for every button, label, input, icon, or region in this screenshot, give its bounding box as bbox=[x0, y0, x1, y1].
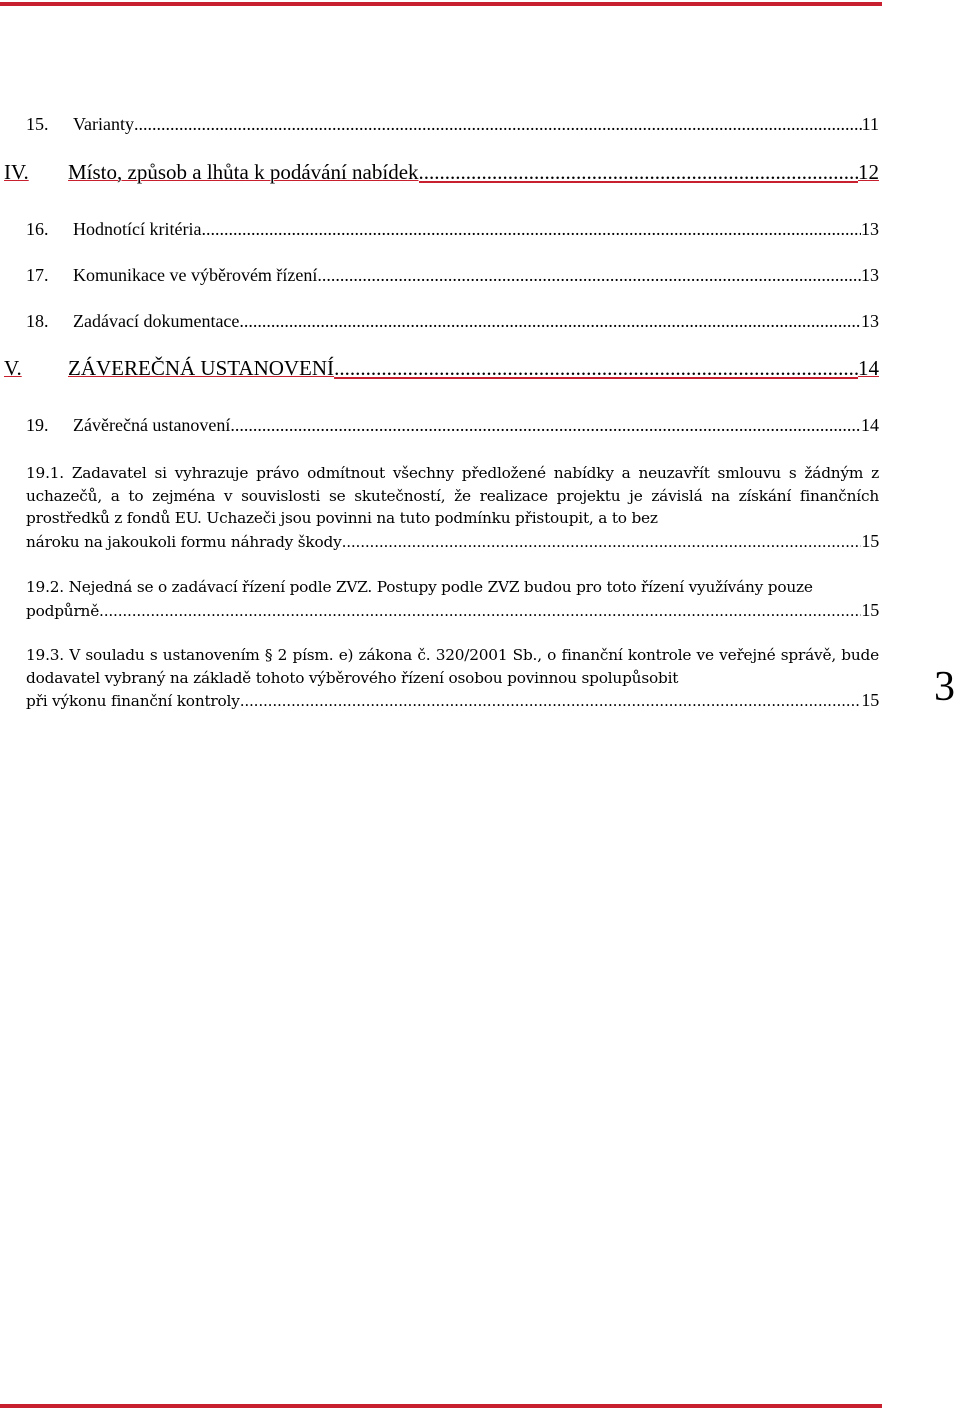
toc-entry-page: 15 bbox=[861, 599, 879, 620]
toc-entry[interactable] bbox=[26, 265, 879, 286]
toc-entry-page: 13 bbox=[861, 219, 879, 239]
page-number: 3 bbox=[934, 664, 955, 710]
toc-leader bbox=[334, 356, 858, 381]
paragraph-text: 19.2. Nejedná se o zadávací řízení podle ZVZ. Postupy podle ZVZ budou pro toto řízení využívány pouze bbox=[26, 578, 813, 596]
toc-entry-page: 15 bbox=[861, 530, 879, 551]
toc-entry-page: 13 bbox=[861, 265, 879, 285]
toc-entry-title: Hodnotící kritéria bbox=[73, 219, 202, 239]
toc-leader bbox=[239, 311, 861, 332]
toc-leader bbox=[240, 690, 862, 713]
toc-leader bbox=[317, 265, 861, 286]
toc-leader bbox=[104, 600, 862, 623]
toc-entry-title: Varianty bbox=[73, 114, 134, 134]
toc-entry[interactable] bbox=[26, 311, 879, 332]
toc-leader bbox=[201, 219, 861, 240]
toc-entry-number: 17. bbox=[26, 265, 49, 285]
toc-entry-number: 15. bbox=[26, 114, 49, 134]
toc-entry-title: ZÁVEREČNÁ USTANOVENÍ bbox=[68, 356, 335, 380]
toc-section-entry[interactable] bbox=[4, 160, 879, 185]
toc-section-entry[interactable] bbox=[4, 356, 879, 381]
top-accent-rule bbox=[0, 2, 882, 6]
toc-entry-page: 11 bbox=[861, 114, 879, 134]
toc-entry[interactable] bbox=[26, 219, 879, 240]
toc-entry-number: IV. bbox=[4, 160, 29, 184]
toc-leader bbox=[419, 160, 858, 185]
toc-paragraph-entry[interactable] bbox=[26, 576, 879, 622]
paragraph-last-line: podpůrně. bbox=[26, 601, 104, 620]
bottom-accent-rule bbox=[0, 1404, 882, 1408]
toc-paragraph-entry[interactable] bbox=[26, 462, 879, 553]
toc-entry-number: 19. bbox=[26, 415, 49, 435]
toc-entry-number: 16. bbox=[26, 219, 49, 239]
toc-entry-page: 12 bbox=[858, 160, 879, 184]
toc-entry[interactable] bbox=[26, 415, 879, 436]
toc-entry-title: Místo, způsob a lhůta k podávání nabídek bbox=[68, 160, 419, 184]
paragraph-text: 19.3. V souladu s ustanovením § 2 písm. e) zákona č. 320/2001 Sb., o finanční kontrole ve veřejné správě, bude dodavatel vybraný na základě tohoto výběrového řízení osobou povinnou spolupůsobit bbox=[26, 646, 879, 687]
toc-entry-title: Komunikace ve výběrovém řízení bbox=[73, 265, 318, 285]
toc-entry-title: Zadávací dokumentace bbox=[73, 311, 240, 331]
paragraph-last-line: při výkonu finanční kontroly bbox=[26, 692, 240, 710]
toc-paragraph-entry[interactable] bbox=[26, 644, 879, 713]
toc-leader bbox=[230, 415, 861, 436]
toc-entry-number: V. bbox=[4, 356, 22, 380]
paragraph-last-line: nároku na jakoukoli formu náhrady škody bbox=[26, 532, 342, 551]
toc-entry-page: 14 bbox=[858, 356, 879, 380]
toc-leader bbox=[342, 531, 862, 554]
paragraph-text: 19.1. Zadavatel si vyhrazuje právo odmítnout všechny předložené nabídky a neuzavřít smlouvu s žádným z uchazečů, a to zejména v souvislosti se skutečností, že realizace projektu je závislá na získání finančních prostředků z fondů EU. Uchazeči jsou povinni na tuto podmínku přistoupit, a to bez bbox=[26, 464, 879, 527]
toc-entry[interactable] bbox=[26, 114, 879, 135]
toc-entry-page: 14 bbox=[861, 415, 879, 435]
toc-entry-title: Závěrečná ustanovení bbox=[73, 415, 231, 435]
toc-leader bbox=[134, 114, 862, 135]
toc-entry-number: 18. bbox=[26, 311, 49, 331]
toc-entry-page: 13 bbox=[861, 311, 879, 331]
toc-entry-page: 15 bbox=[861, 690, 879, 710]
